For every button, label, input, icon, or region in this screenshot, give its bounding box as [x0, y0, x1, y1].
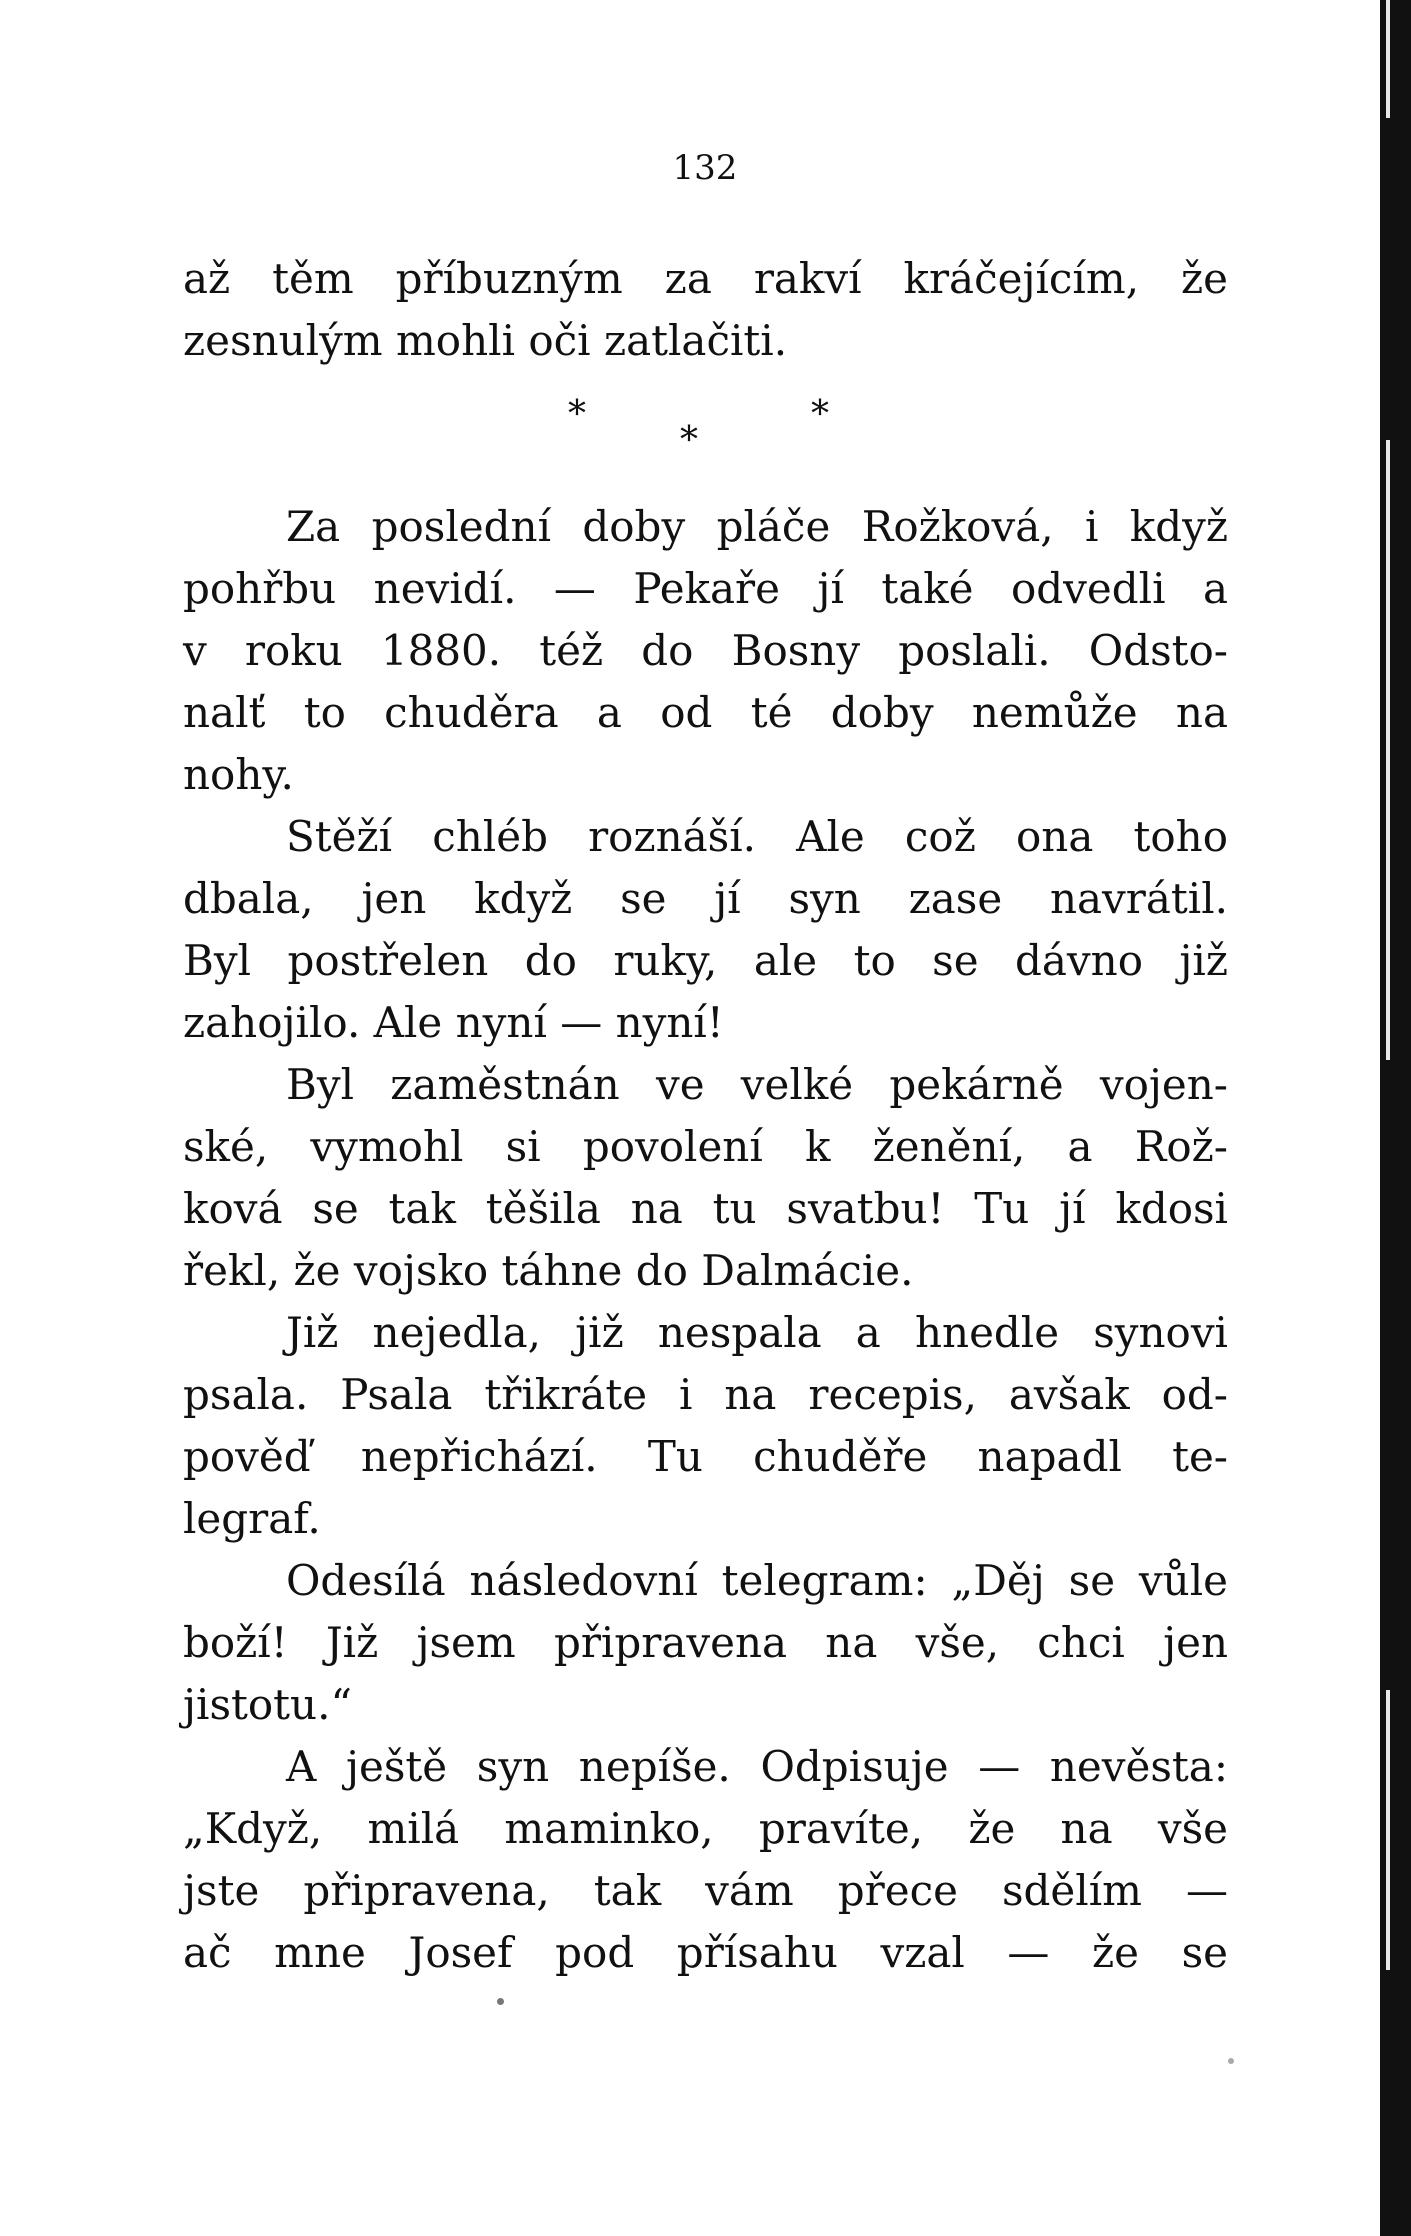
text-line: jste připravena, tak vám přece sdělím —: [183, 1866, 1228, 1915]
text-line: A ještě syn nepíše. Odpisuje — nevěsta:: [286, 1742, 1228, 1791]
page-edge-strip: [1386, 440, 1390, 1060]
asterisk: *: [680, 420, 698, 461]
scan-border: [1380, 0, 1411, 2236]
text-line: zesnulým mohli oči zatlačiti.: [183, 316, 788, 365]
paragraph: [183, 1550, 1228, 1736]
paragraph: [183, 1736, 1228, 1984]
body-text: [183, 248, 1228, 1984]
text-line: ské, vymohl si povolení k ženění, a Rož-: [183, 1122, 1228, 1171]
page-edge-strip: [1386, 1690, 1390, 1970]
text-line: Odesílá následovní telegram: „Děj se vůle: [286, 1556, 1228, 1605]
paragraph: [183, 806, 1228, 1054]
paragraph: [183, 496, 1228, 806]
ink-speck: [1228, 2058, 1234, 2064]
paragraph: [183, 1054, 1228, 1302]
text-line: Byl postřelen do ruky, ale to se dávno již: [183, 936, 1228, 985]
text-line: řekl, že vojsko táhne do Dalmácie.: [183, 1246, 914, 1295]
text-line: jistotu.“: [183, 1680, 352, 1729]
text-line: ač mne Josef pod přísahu vzal — že se: [183, 1928, 1228, 1977]
text-line: Za poslední doby pláče Rožková, i když: [286, 502, 1228, 551]
text-line: nohy.: [183, 750, 294, 799]
page-number: 132: [672, 148, 738, 188]
text-line: Stěží chléb roznáší. Ale což ona toho: [286, 812, 1228, 861]
text-line: zahojilo. Ale nyní — nyní!: [183, 998, 724, 1047]
ink-speck: [497, 1998, 504, 2005]
text-line: Již nejedla, již nespala a hnedle synovi: [286, 1308, 1228, 1357]
paragraph-continuation: [183, 248, 1228, 372]
text-line: až těm příbuzným za rakví kráčejícím, že: [183, 254, 1228, 303]
text-line: nalť to chuděra a od té doby nemůže na: [183, 688, 1228, 737]
text-line: psala. Psala třikráte i na recepis, avšak od-: [183, 1370, 1228, 1419]
text-line: legraf.: [183, 1494, 321, 1543]
text-line: „Když, milá maminko, pravíte, že na vše: [183, 1804, 1228, 1853]
text-line: v roku 1880. též do Bosny poslali. Odsto-: [183, 626, 1228, 675]
text-line: pohřbu nevidí. — Pekaře jí také odvedli a: [183, 564, 1228, 613]
page-edge-strip: [1386, 0, 1390, 118]
text-line: boží! Již jsem připravena na vše, chci jen: [183, 1618, 1228, 1667]
paragraph: [183, 1302, 1228, 1550]
asterisk: *: [568, 394, 586, 435]
asterisk: *: [811, 394, 829, 435]
text-line: ková se tak těšila na tu svatbu! Tu jí kdosi: [183, 1184, 1228, 1233]
text-line: pověď nepřichází. Tu chuděře napadl te-: [183, 1432, 1228, 1481]
text-line: dbala, jen když se jí syn zase navrátil.: [183, 874, 1228, 923]
section-separator: [183, 372, 1228, 496]
text-line: Byl zaměstnán ve velké pekárně vojen-: [286, 1060, 1228, 1109]
